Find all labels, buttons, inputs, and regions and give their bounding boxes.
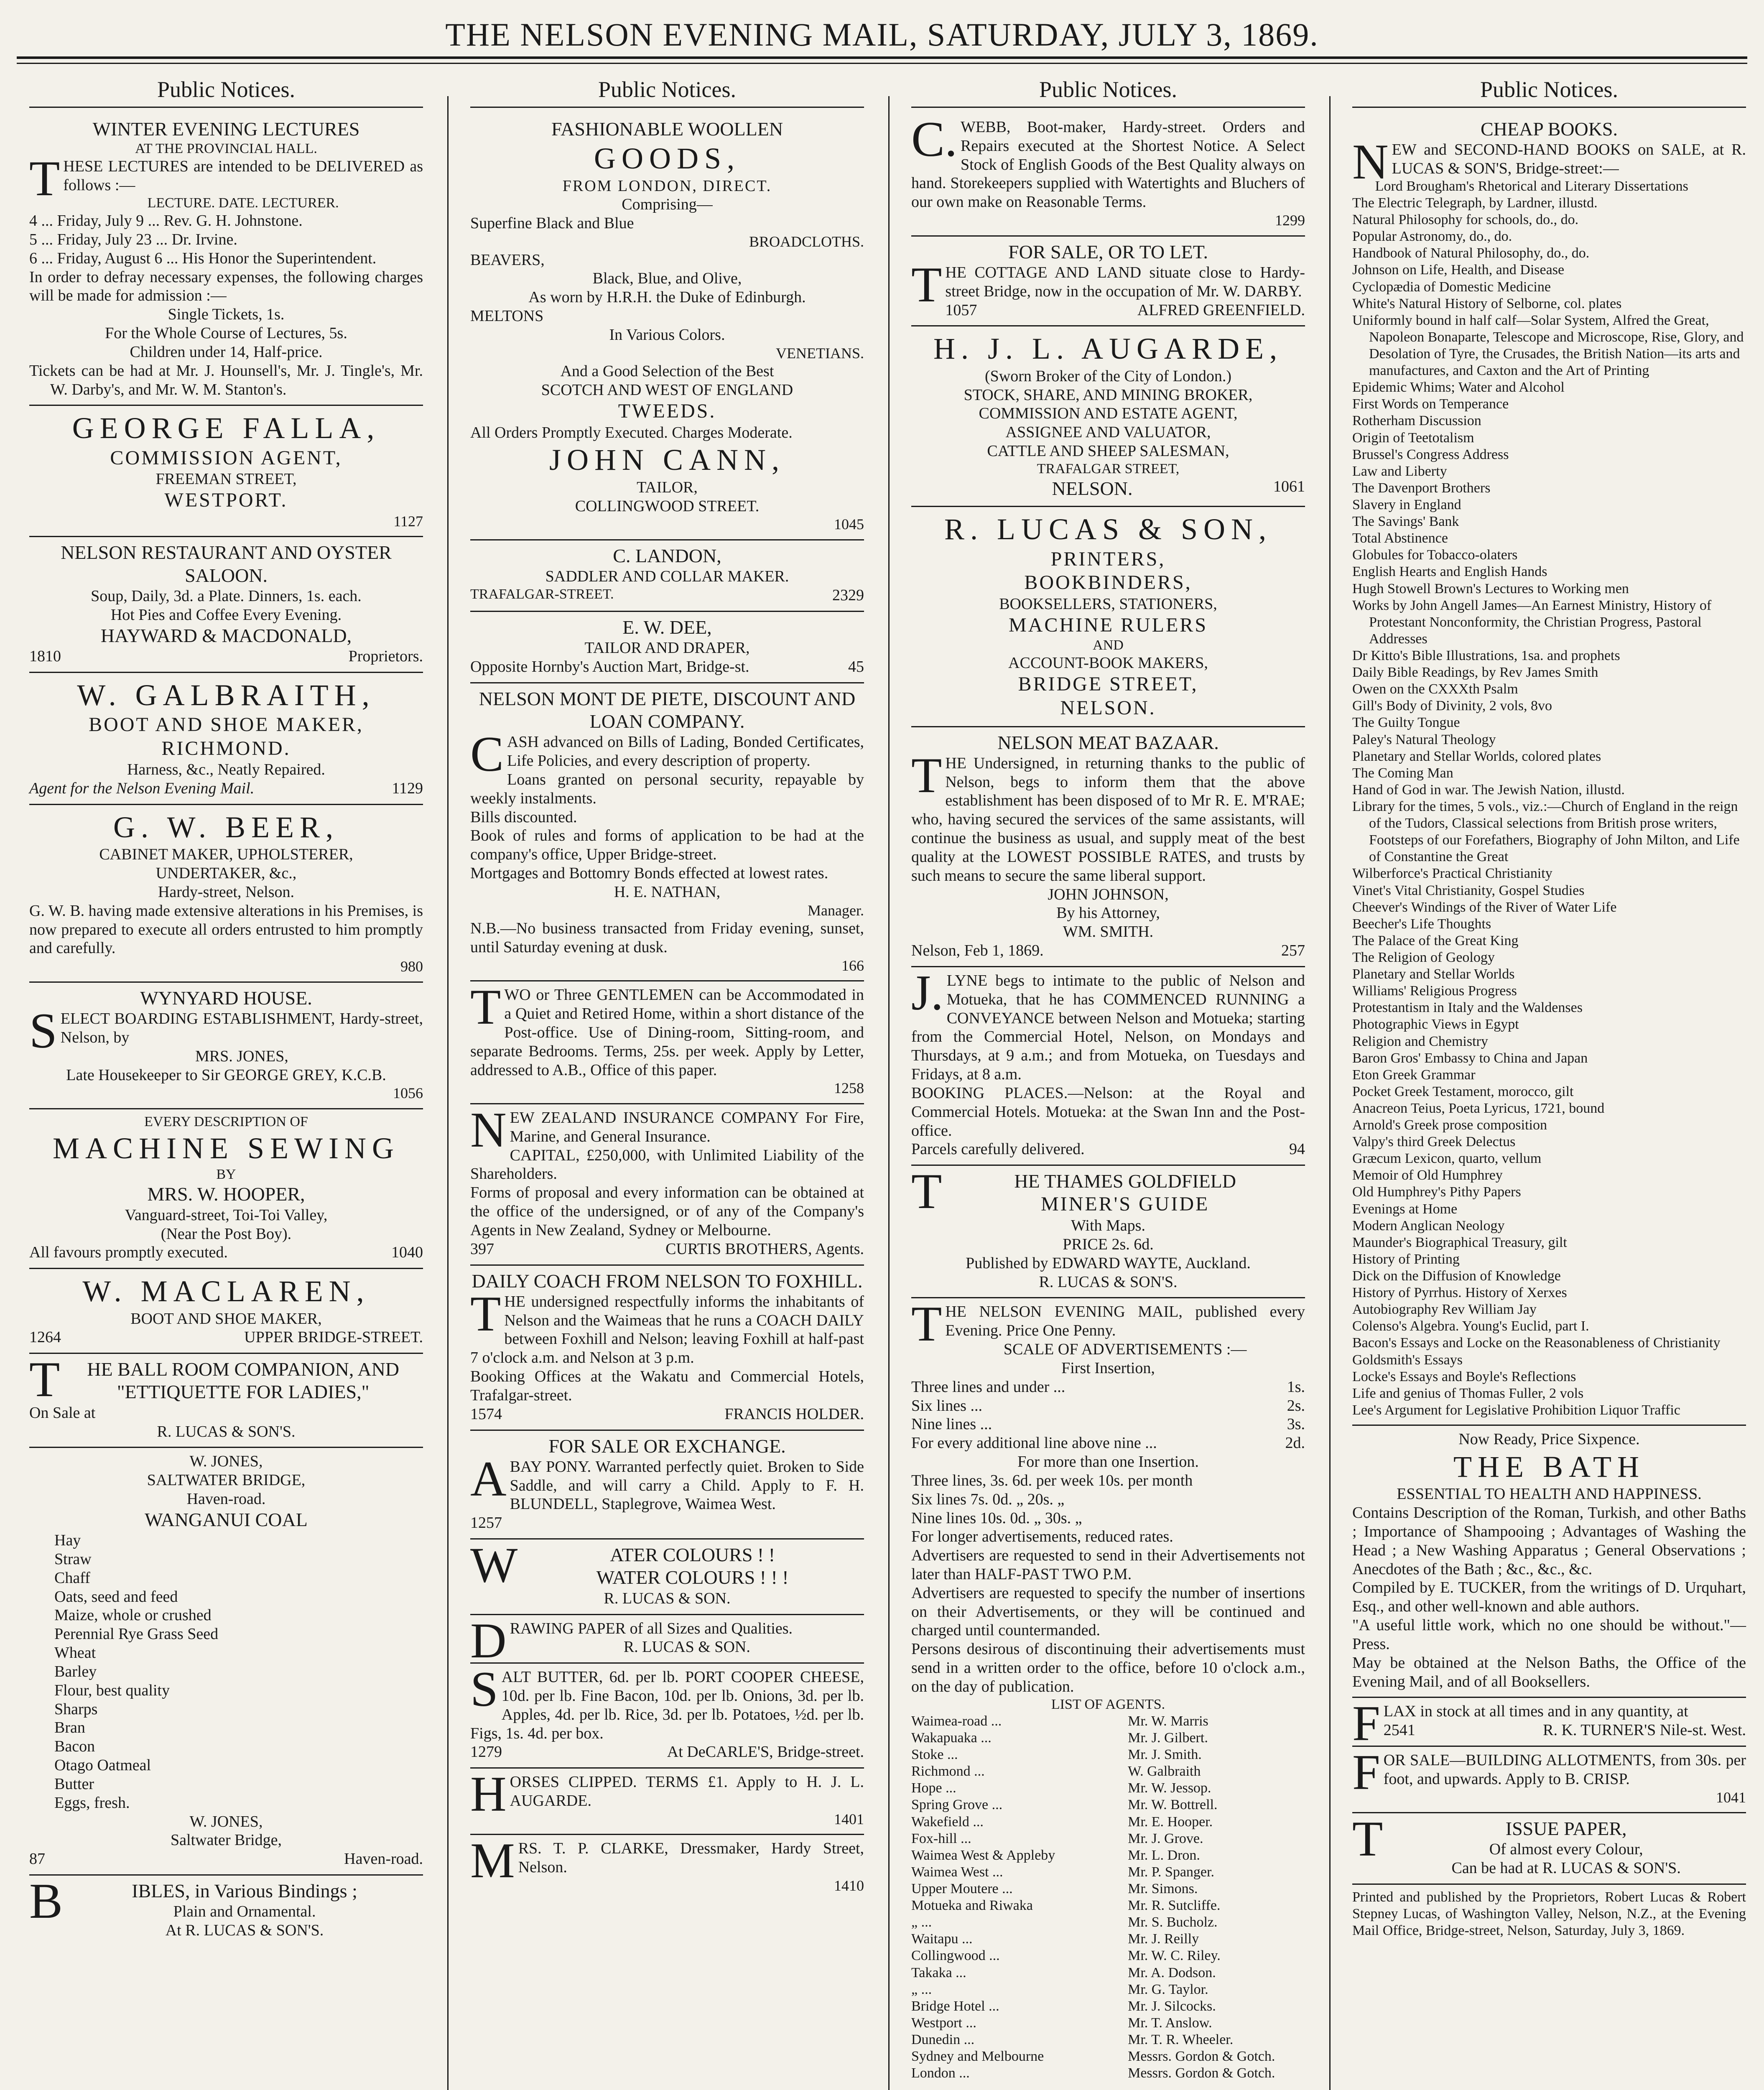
watercolours-ad: WATER COLOURS ! ! WATER COLOURS ! ! ! R. LUCAS & SON.	[470, 1539, 864, 1615]
bath-ad: Now Ready, Price Sixpence. THE BATH ESSENTIAL TO HEALTH AND HAPPINESS. Contains Description of the Roman, Turkish, and other Baths ; Importance of Shampooing ; Advantages of Washing the Head ; a New Washing Apparatus ; General Observations ; Anecdotes of the Bath ; &c., &c., &c. Compiled by E. TUCKER, from the writings of D. Urquhart, Esq., and other well-known and able authors. "A useful little work, which no one should be without."—Press. May be obtained at the Nelson Baths, the Office of the Evening Mail, and of all Booksellers.	[1352, 1426, 1746, 1698]
book-list-item: Baron Gros' Embassy to China and Japan	[1352, 1050, 1588, 1066]
tickets-note: Tickets can be had at Mr. J. Hounsell's, Mr. J. Tingle's, Mr. W. Darby's, and Mr. W. M. Stanton's.	[29, 362, 423, 398]
book-list-item: Origin of Teetotalism	[1352, 430, 1474, 446]
imprint: Printed and published by the Proprietors, Robert Lucas & Robert Stepney Lucas, of Washington Valley, Nelson, N.Z., at the Evening Mail Office, Bridge-street, Nelson, Saturday, July 3, 1869.	[1352, 1889, 1746, 1939]
dee-ad: E. W. DEE, TAILOR AND DRAPER, Opposite Hornby's Auction Mart, Bridge-st. 45	[470, 612, 864, 683]
agent-row: Sydney and Melbourne Messrs. Gordon & Gotch.	[911, 2049, 1275, 2065]
agent-row: Dunedin ... Mr. T. R. Wheeler.	[911, 2031, 1234, 2047]
exchange-ad: FOR SALE OR EXCHANGE. ABAY PONY. Warranted perfectly quiet. Broken to Side Saddle, and will carry a Child. Apply to F. H. BLUNDELL, Staplegrove, Waimea West. 1257	[470, 1431, 864, 1540]
newspaper-title: THE NELSON EVENING MAIL, SATURDAY, JULY 3, 1869.	[445, 16, 1319, 53]
book-list-item: Græcum Lexicon, quarto, vellum	[1352, 1151, 1542, 1167]
sewing-ad: EVERY DESCRIPTION OF MACHINE SEWING BY MRS. W. HOOPER, Vanguard-street, Toi-Toi Valley, (Near the Post Boy). All favours promptly executed. 1040	[29, 1109, 423, 1269]
agent-row: Waitapu ... Mr. J. Reilly	[911, 1931, 1199, 1947]
column-heading: Public Notices.	[470, 73, 864, 108]
cottage-ad: FOR SALE, OR TO LET. THE COTTAGE AND LAND situate close to Hardy-street Bridge, now in the occupation of Mr. W. DARBY. 1057 ALFRED GREENFIELD.	[911, 237, 1305, 327]
book-list-item: English Hearts and English Hands	[1352, 564, 1547, 580]
book-list-item: White's Natural History of Selborne, col. plates	[1352, 296, 1622, 311]
book-list-item: Dick on the Diffusion of Knowledge	[1352, 1268, 1561, 1284]
column-2	[458, 73, 877, 2090]
book-list-item: Maunder's Biographical Treasury, gilt	[1352, 1234, 1567, 1250]
book-list-item: Bacon's Essays and Locke on the Reasonableness of Christianity	[1352, 1335, 1721, 1351]
book-list-item: Wilberforce's Practical Christianity	[1352, 866, 1552, 882]
book-list-item: Williams' Religious Progress	[1352, 983, 1517, 999]
restaurant-ad: NELSON RESTAURANT AND OYSTER SALOON. Soup, Daily, 3d. a Plate. Dinners, 1s. each. Hot Pies and Coffee Every Evening. HAYWARD & MACDONALD, 1810 Proprietors.	[29, 537, 423, 673]
book-list-item: Epidemic Whims; Water and Alcohol	[1352, 380, 1565, 395]
book-list-item: Globules for Tobacco-olaters	[1352, 547, 1518, 563]
book-list-item: Anacreon Teius, Poeta Lyricus, 1721, bound	[1352, 1100, 1605, 1116]
agent-row: Westport ... Mr. T. Anslow.	[911, 2015, 1212, 2031]
book-list-item: Law and Liberty	[1352, 463, 1447, 479]
book-list-item: The Electric Telegraph, by Lardner, illustd.	[1352, 195, 1598, 211]
book-list-item: Total Abstinence	[1352, 530, 1448, 546]
book-list-item: Evenings at Home	[1352, 1201, 1458, 1217]
book-list-item: Works by John Angell James—An Earnest Ministry, History of Protestant Nonconformity, the Christian Progress, Pastoral Addresses	[1352, 597, 1712, 647]
book-list-item: Owen on the CXXXth Psalm	[1352, 681, 1518, 697]
landon-ad: C. LANDON, SADDLER AND COLLAR MAKER. TRAFALGAR-STREET. 2329	[470, 540, 864, 612]
agent-row: „ ... Mr. S. Bucholz.	[911, 1914, 1218, 1930]
agent-row: Waimea West ... Mr. P. Spanger.	[911, 1864, 1214, 1880]
agent-row: London ... Messrs. Gordon & Gotch.	[911, 2065, 1275, 2081]
agents-list	[911, 1713, 1305, 2082]
column-3	[899, 73, 1318, 2090]
book-list-item: Planetary and Stellar Worlds	[1352, 966, 1515, 982]
meat-bazaar-ad: NELSON MEAT BAZAAR. THE Undersigned, in returning thanks to the public of Nelson, begs to inform them that the above establishment has been disposed of to Mr R. E. M'RAE; who, having secured the services of the same assistants, will continue the business as usual, and supply meat of the best quality at the LOWEST POSSIBLE RATES, and trusts by such means to secure the same liberal support. JOHN JOHNSON, By his Attorney, WM. SMITH. Nelson, Feb 1, 1869. 257	[911, 727, 1305, 967]
thames-ad: THE THAMES GOLDFIELD MINER'S GUIDE With Maps. PRICE 2s. 6d. Published by EDWARD WAYTE, Auckland. R. LUCAS & SON'S.	[911, 1166, 1305, 1298]
book-list-item: Religion and Chemistry	[1352, 1033, 1488, 1049]
book-list-item: Pocket Greek Testament, morocco, gilt	[1352, 1083, 1574, 1099]
book-list-item: History of Pyrrhus. History of Xerxes	[1352, 1285, 1567, 1301]
book-list-item: Memoir of Old Humphrey	[1352, 1167, 1503, 1183]
book-list-item: Hugh Stowell Brown's Lectures to Working men	[1352, 581, 1629, 596]
book-list-item: Rotherham Discussion	[1352, 413, 1481, 429]
book-list-item: Cyclopædia of Domestic Medicine	[1352, 279, 1551, 295]
book-list-item: Hand of God in war. The Jewish Nation, illustd.	[1352, 782, 1625, 798]
book-list-item: Gill's Body of Divinity, 2 vols, 8vo	[1352, 698, 1552, 714]
falla-ad: GEORGE FALLA, COMMISSION AGENT, FREEMAN STREET, WESTPORT. 1127	[29, 406, 423, 537]
column-1	[17, 73, 436, 2090]
book-list-item: Brussel's Congress Address	[1352, 446, 1509, 462]
salt-butter-ad: SALT BUTTER, 6d. per lb. PORT COOPER CHEESE, 10d. per lb. Fine Bacon, 10d. per lb. Onions, 3d. per lb. Apples, 4d. per lb. Rice, 3d. per lb. Potatoes, ½d. per lb. Figs, 1s. 4d. per box. 1279 At DeCARLE'S, Bridge-street.	[470, 1664, 864, 1769]
book-list-item: Cheever's Windings of the River of Water Life	[1352, 899, 1617, 915]
book-list-item: Dr Kitto's Bible Illustrations, 1sa. and prophets	[1352, 647, 1620, 663]
book-list-item: Uniformly bound in half calf—Solar System, Alfred the Great, Napoleon Bonaparte, Telescope and Microscope, Rise, Glory, and Desolation of Tyre, the Crusades, the British Nation—its arts and manufactures, and Caxton and the Art of Printing	[1352, 312, 1744, 379]
insurance-ad: NEW ZEALAND INSURANCE COMPANY For Fire, Marine, and General Insurance. CAPITAL, £250,000, with Unlimited Liability of the Shareholders. Forms of proposal and every information can be obtained at the office of the undersigned, or of any of the Company's Agents in New Zealand, Sydney or Melbourne. 397 CURTIS BROTHERS, Agents.	[470, 1104, 864, 1266]
book-list-item: Daily Bible Readings, by Rev James Smith	[1352, 665, 1598, 681]
gentlemen-ad: TWO or Three GENTLEMEN can be Accommodated in a Quiet and Retired Home, within a short distance of the Post-office. Use of Dining-room, Sitting-room, and separate Bedrooms. Terms, 25s. per week. Apply by Letter, addressed to A.B., Office of this paper. 1258	[470, 981, 864, 1104]
book-list-item: Paley's Natural Theology	[1352, 732, 1496, 747]
book-list-item: Lord Brougham's Rhetorical and Literary Dissertations	[1375, 178, 1688, 194]
book-list-item: Lee's Argument for Legislative Prohibition Liquor Traffic	[1352, 1402, 1680, 1418]
book-list-item: The Guilty Tongue	[1352, 715, 1460, 731]
beer-ad: G. W. BEER, CABINET MAKER, UPHOLSTERER, UNDERTAKER, &c., Hardy-street, Nelson. G. W. B. having made extensive alterations in his Premises, is now prepared to execute all orders entrusted to him promptly and carefully. 980	[29, 805, 423, 983]
book-list-item: Old Humphrey's Pithy Papers	[1352, 1184, 1521, 1200]
book-list-item: Autobiography Rev William Jay	[1352, 1302, 1537, 1318]
agent-row: Stoke ... Mr. J. Smith.	[911, 1747, 1202, 1763]
book-list-item: Eton Greek Grammar	[1352, 1067, 1476, 1083]
book-list-item: The Davenport Brothers	[1352, 480, 1491, 496]
agent-row: „ ... Mr. G. Taylor.	[911, 1981, 1208, 1997]
agent-row: Upper Moutere ... Mr. Simons.	[911, 1881, 1198, 1896]
column-heading: Public Notices.	[1352, 73, 1746, 108]
wynyard-ad: WYNYARD HOUSE. SELECT BOARDING ESTABLISHMENT, Hardy-street, Nelson, by MRS. JONES, Late Housekeeper to Sir GEORGE GREY, K.C.B. 1056	[29, 983, 423, 1109]
column-rule	[888, 96, 890, 2090]
jones-ad: W. JONES, SALTWATER BRIDGE, Haven-road. WANGANUI COAL Hay Straw Chaff Oats, seed and feed Maize, whole or crushed Perennial Rye Grass Seed Wheat Barley Flour, best quality Sharps Bran Bacon Otago Oatmeal Butter Eggs, fresh. W. JONES, Saltwater Bridge, 87 Haven-road.	[29, 1448, 423, 1876]
agent-row: Collingwood ... Mr. W. C. Riley.	[911, 1948, 1221, 1964]
evening-mail-rates-ad: THE NELSON EVENING MAIL, published every Evening. Price One Penny. SCALE OF ADVERTISEMENTS :— First Insertion, Three lines and under ... 1s. Six lines ... 2s. Nine lines ... 3s. For every additional line above nine ... 2d. For more than one Insertion. Three lines, 3s. 6d. per week 10s. per month Six lines 7s. 0d. „ 20s. „ Nine lines 10s. 0d. „ 30s. „ For longer advertisements, reduced rates. Advertisers are requested to send in their Advertisements not later than HALF-PAST TWO P.M. Advertisers are requested to specify the number of insertions on their Advertisements, or they will be continued and charged until countermanded. Persons desirous of discontinuing their advertisements must send in a written order to the office, before 10 o'clock a.m., on the day of publication. LIST OF AGENTS. Waimea-road ... Mr. W. Marris Wakapuaka ... Mr. J. Gilbert. Stoke ... Mr. J. Smith. Richmond ... W. Galbraith Hope ... Mr. W. Jessop. Spring Grove ... Mr. W. Bottrell. Wakefield ... Mr. E. Hooper. Fox-hill ... Mr. J. Grove. Waimea West & Appleby Mr. L. Dron. Waimea West ... Mr. P. Spanger. Upper Moutere ... Mr. Simons. Motueka and Riwaka Mr. R. Sutcliffe. „ ... Mr. S. Bucholz. Waitapu ... Mr. J. Reilly Collingwood ... Mr. W. C. Riley. Takaka ... Mr. A. Dodson. „ ... Mr. G. Taylor. Bridge Hotel ... Mr. J. Silcocks. Westport ... Mr. T. Anslow. Dunedin ... Mr. T. R. Wheeler. Sydney and Melbourne Messrs. Gordon & Gotch. London ... Messrs. Gordon & Gotch.	[911, 1298, 1305, 2087]
book-list-item: History of Printing	[1352, 1251, 1460, 1267]
book-list-item: Popular Astronomy, do., do.	[1352, 229, 1512, 245]
book-list-item: Vinet's Vital Christianity, Gospel Studies	[1352, 882, 1585, 898]
agent-row: Spring Grove ... Mr. W. Bottrell.	[911, 1797, 1218, 1813]
augarde-ad: H. J. L. AUGARDE, (Sworn Broker of the City of London.) STOCK, SHARE, AND MINING BROKER, COMMISSION AND ESTATE AGENT, ASSIGNEE AND VALUATOR, CATTLE AND SHEEP SALESMAN, TRAFALGAR STREET, NELSON. 1061	[911, 326, 1305, 507]
agent-row: Fox-hill ... Mr. J. Grove.	[911, 1830, 1203, 1846]
book-list-item: Goldsmith's Essays	[1352, 1352, 1463, 1368]
bibles-ad: BIBLES, in Various Bindings ; Plain and Ornamental. At R. LUCAS & SON'S.	[29, 1873, 357, 1940]
masthead	[0, 0, 1764, 71]
cheap-books-ad: CHEAP BOOKS. NEW and SECOND-HAND BOOKS on SALE, at R. LUCAS & SON'S, Bridge-street:— Lord Brougham's Rhetorical and Literary Dissertations The Electric Telegraph, by Lardner, illustd. Natural Philosophy for schools, do., do. Popular Astronomy, do., do. Handbook of Natural Philosophy, do., do. Johnson on Life, Health, and Disease Cyclopædia of Domestic Medicine White's Natural History of Selborne, col. plates Uniformly bound in half calf—Solar System, Alfred the Great, Napoleon Bonaparte, Telescope and Microscope, Rise, Glory, and Desolation of Tyre, the Crusades, the British Nation—its arts and manufactures, and Caxton and the Art of Printing Epidemic Whims; Water and Alcohol First Words on Temperance Rotherham Discussion Origin of Teetotalism Brussel's Congress Address Law and Liberty The Davenport Brothers Slavery in England The Savings' Bank Total Abstinence Globules for Tobacco-olaters English Hearts and English Hands Hugh Stowell Brown's Lectures to Working men Works by John Angell James—An Earnest Ministry, History of Protestant Nonconformity, the Christian Progress, Pastoral Addresses Dr Kitto's Bible Illustrations, 1sa. and prophets Daily Bible Readings, by Rev James Smith Owen on the CXXXth Psalm Gill's Body of Divinity, 2 vols, 8vo The Guilty Tongue Paley's Natural Theology Planetary and Stellar Worlds, colored plates The Coming Man Hand of God in war. The Jewish Nation, illustd. Library for the times, 5 vols., viz.:—Church of England in the reign of the Tudors, Classical selections from British prose writers, Footsteps of our Forefathers, Biography of John Milton, and Life of Constantine the Great Wilberforce's Practical Christianity Vinet's Vital Christianity, Gospel Studies Cheever's Windings of the River of Water Life Beecher's Life Thoughts The Palace of the Great King The Religion of Geology Planetary and Stellar Worlds Williams' Religious Progress Protestantism in Italy and the Waldenses Photographic Views in Egypt Religion and Chemistry Baron Gros' Embassy to China and Japan Eton Greek Grammar Pocket Greek Testament, morocco, gilt Anacreon Teius, Poeta Lyricus, 1721, bound Arnold's Greek prose composition Valpy's third Greek Delectus Græcum Lexicon, quarto, vellum Memoir of Old Humphrey Old Humphrey's Pithy Papers Evenings at Home Modern Anglican Neology Maunder's Biographical Treasury, gilt History of Printing Dick on the Diffusion of Knowledge History of Pyrrhus. History of Xerxes Autobiography Rev William Jay Colenso's Algebra. Young's Euclid, part I. Bacon's Essays and Locke on the Reasonableness of Christianity Goldsmith's Essays Locke's Essays and Boyle's Reflections Life and genius of Thomas Fuller, 2 vols Lee's Argument for Legislative Prohibition Liquor Traffic	[1352, 114, 1746, 1426]
book-list-item: Valpy's third Greek Delectus	[1352, 1134, 1516, 1150]
column-rule	[447, 96, 449, 2090]
agent-row: Waimea-road ... Mr. W. Marris	[911, 1713, 1208, 1729]
agent-row: Waimea West & Appleby Mr. L. Dron.	[911, 1847, 1200, 1863]
horses-ad: HORSES CLIPPED. TERMS £1. Apply to H. J. L. AUGARDE. 1401	[470, 1769, 864, 1835]
allotments-ad: FOR SALE—BUILDING ALLOTMENTS, from 30s. per foot, and upwards. Apply to B. CRISP. 1041	[1352, 1747, 1746, 1813]
book-list-item: First Words on Temperance	[1352, 396, 1509, 412]
book-list-item: Planetary and Stellar Worlds, colored plates	[1352, 748, 1601, 764]
column-heading: Public Notices.	[29, 73, 423, 108]
coach-ad: DAILY COACH FROM NELSON TO FOXHILL. THE undersigned respectfully informs the inhabitants of Nelson and the Waimeas that he runs a COACH DAILY between Foxhill and Nelson; leaving Foxhill at half-past 7 o'clock a.m. and Nelson at 3 p.m. Booking Offices at the Wakatu and Commercial Hotels, Trafalgar-street. 1574 FRANCIS HOLDER.	[470, 1266, 864, 1431]
agent-row: Wakapuaka ... Mr. J. Gilbert.	[911, 1730, 1208, 1746]
book-list-item: Arnold's Greek prose composition	[1352, 1117, 1547, 1133]
book-list-item: Colenso's Algebra. Young's Euclid, part I.	[1352, 1318, 1589, 1334]
masthead-rule	[17, 56, 1747, 59]
lyne-ad: J.LYNE begs to intimate to the public of Nelson and Motueka, that he has COMMENCED RUNNING a CONVEYANCE between Nelson and Motueka; starting from the Commercial Hotel, Nelson, on Mondays and Thursdays, at 9 a.m.; and from Motueka, on Tuesdays and Fridays, at 8 a.m. BOOKING PLACES.—Nelson: at the Royal and Commercial Hotels. Motueka: at the Swan Inn and the Post-office. Parcels carefully delivered. 94	[911, 967, 1305, 1166]
maclaren-ad: W. MACLAREN, BOOT AND SHOE MAKER, 1264 UPPER BRIDGE-STREET.	[29, 1269, 423, 1354]
book-list-item: Handbook of Natural Philosophy, do., do.	[1352, 245, 1590, 261]
column-4	[1340, 73, 1759, 2090]
drawing-paper-ad: DRAWING PAPER of all Sizes and Qualities. R. LUCAS & SON.	[470, 1615, 864, 1664]
book-list-item: The Coming Man	[1352, 765, 1453, 781]
book-list	[1352, 178, 1746, 1419]
clarke-ad: MRS. T. P. CLARKE, Dressmaker, Hardy Street, Nelson. 1410	[470, 1833, 864, 1894]
agent-row: Takaka ... Mr. A. Dodson.	[911, 1965, 1216, 1980]
book-list-item: The Savings' Bank	[1352, 514, 1459, 530]
tissue-paper-ad: TISSUE PAPER, Of almost every Colour, Can be had at R. LUCAS & SON'S.	[1352, 1813, 1746, 1885]
lectures-ad: WINTER EVENING LECTURES AT THE PROVINCIAL HALL. THESE LECTURES are intended to be DELIVERED as follows :— LECTURE. DATE. LECTURER. 4 ... Friday, July 9 ... Rev. G. H. Johnstone. 5 ... Friday, July 23 ... Dr. Irvine. 6 ... Friday, August 6 ... His Honor the Superintendent. In order to defray necessary expenses, the following charges will be made for admission :— Single Tickets, 1s. For the Whole Course of Lectures, 5s. Children under 14, Half-price. Tickets can be had at Mr. J. Hounsell's, Mr. J. Tingle's, Mr. W. Darby's, and Mr. W. M. Stanton's.	[29, 114, 423, 406]
lucas-printers-ad: R. LUCAS & SON, PRINTERS, BOOKBINDERS, BOOKSELLERS, STATIONERS, MACHINE RULERS AND ACCOUNT-BOOK MAKERS, BRIDGE STREET, NELSON.	[911, 507, 1305, 727]
agent-row: Richmond ... W. Galbraith	[911, 1764, 1201, 1779]
book-list-item: Johnson on Life, Health, and Disease	[1352, 262, 1565, 278]
webb-ad: C.WEBB, Boot-maker, Hardy-street. Orders and Repairs executed at the Shortest Notice. A Select Stock of English Goods of the Best Quality always on hand. Storekeepers supplied with Watertights and Bluchers of our own make on Reasonable Terms. 1299	[911, 114, 1305, 237]
galbraith-ad: W. GALBRAITH, BOOT AND SHOE MAKER, RICHMOND. Harness, &c., Neatly Repaired. Agent for the Nelson Evening Mail. 1129	[29, 673, 423, 805]
book-list-item: The Religion of Geology	[1352, 949, 1495, 965]
book-list-item: Slavery in England	[1352, 497, 1461, 512]
book-list-item: Beecher's Life Thoughts	[1352, 916, 1491, 932]
agent-row: Bridge Hotel ... Mr. J. Silcocks.	[911, 1998, 1216, 2014]
book-list-item: Natural Philosophy for schools, do., do.	[1352, 212, 1579, 228]
book-list-item: The Palace of the Great King	[1352, 933, 1519, 948]
book-list-item: Life and genius of Thomas Fuller, 2 vols	[1352, 1385, 1584, 1401]
book-list-item: Protestantism in Italy and the Waldenses	[1352, 1000, 1583, 1016]
book-list-item: Library for the times, 5 vols., viz.:—Church of England in the reign of the Tudors, Classical selections from British prose writers, Footsteps of our Forefathers, Biography of John Milton, and Life of Constantine the Great	[1352, 798, 1740, 865]
agent-row: Motueka and Riwaka Mr. R. Sutcliffe.	[911, 1898, 1221, 1914]
column-heading: Public Notices.	[911, 73, 1305, 108]
montdepiete-ad: NELSON MONT DE PIETE, DISCOUNT AND LOAN COMPANY. CASH advanced on Bills of Lading, Bonded Certificates, Life Policies, and every description of property. Loans granted on personal security, repayable by weekly instalments. Bills discounted. Book of rules and forms of application to be had at the company's office, Upper Bridge-street. Mortgages and Bottomry Bonds effected at lowest rates. H. E. NATHAN, Manager. N.B.—No business transacted from Friday evening, sunset, until Saturday evening at dusk. 166	[470, 683, 864, 982]
book-list-item: Locke's Essays and Boyle's Reflections	[1352, 1369, 1576, 1384]
book-list-item: Modern Anglican Neology	[1352, 1218, 1505, 1234]
column-rule	[1329, 96, 1331, 2090]
agent-row: Hope ... Mr. W. Jessop.	[911, 1780, 1211, 1796]
agent-row: Wakefield ... Mr. E. Hooper.	[911, 1814, 1213, 1830]
ballroom-ad: THE BALL ROOM COMPANION, AND "ETTIQUETTE FOR LADIES," On Sale at R. LUCAS & SON'S.	[29, 1354, 423, 1448]
woollen-ad: FASHIONABLE WOOLLEN GOODS, FROM LONDON, DIRECT. Comprising— Superfine Black and Blue BROADCLOTHS. BEAVERS, Black, Blue, and Olive, As worn by H.R.H. the Duke of Edinburgh. MELTONS In Various Colors. VENETIANS. And a Good Selection of the Best SCOTCH AND WEST OF ENGLAND TWEEDS. All Orders Promptly Executed. Charges Moderate. JOHN CANN, TAILOR, COLLINGWOOD STREET. 1045	[470, 114, 864, 540]
masthead-rule-thin	[17, 63, 1747, 64]
book-list-item: Photographic Views in Egypt	[1352, 1017, 1519, 1032]
flax-ad: FLAX in stock at all times and in any quantity, at 2541 R. K. TURNER'S Nile-st. West.	[1352, 1695, 1746, 1751]
